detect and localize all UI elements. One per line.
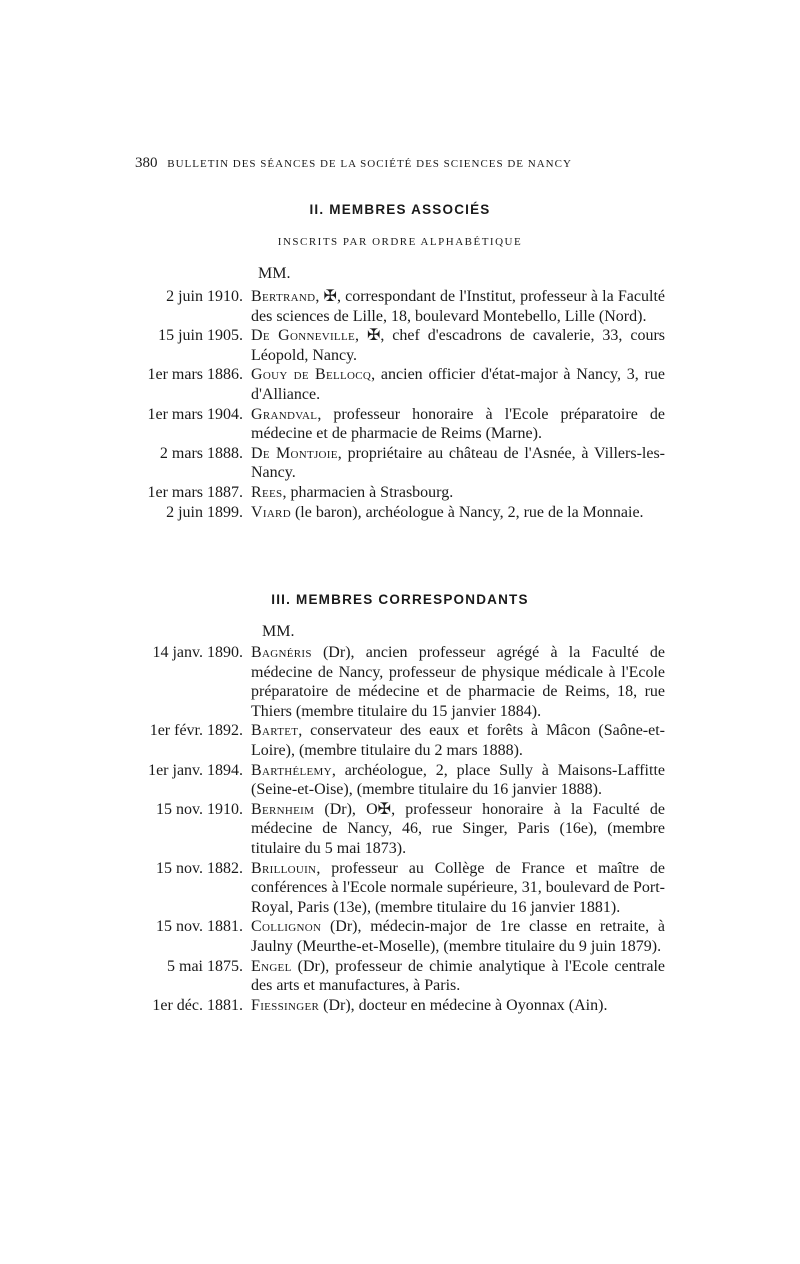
member-entry <box>135 643 665 721</box>
member-entry <box>135 996 665 1016</box>
entry-day: 15 nov. <box>156 800 203 818</box>
member-name: Gouy de Bellocq <box>251 366 372 384</box>
running-head <box>135 155 665 172</box>
member-name: Rees <box>251 483 283 501</box>
entry-date <box>135 365 243 404</box>
mm-label-correspondants: MM. <box>262 623 295 640</box>
entry-date <box>135 483 243 503</box>
entry-date <box>135 800 243 859</box>
entry-year: 1910. <box>207 288 243 305</box>
member-name: Bernheim <box>251 800 315 818</box>
section-subtitle: INSCRITS PAR ORDRE ALPHABÉTIQUE <box>277 236 523 248</box>
member-name: Collignon <box>251 918 322 936</box>
member-name: Viard <box>251 503 291 521</box>
entry-text <box>243 957 665 996</box>
member-description: (Dr), professeur de chimie analytique à l'Ecole centrale des arts et manufactures, à Paris. <box>251 957 665 995</box>
entry-year: 1892. <box>207 722 243 740</box>
entry-day: 1er mars <box>147 405 203 423</box>
member-name: De Montjoie <box>251 444 338 462</box>
member-entry <box>135 800 665 859</box>
member-entry <box>135 721 665 760</box>
member-entry <box>135 503 665 523</box>
entry-date <box>135 287 243 326</box>
section-title-associes: II. MEMBRES ASSOCIÉS <box>309 202 491 217</box>
page-number: 380 <box>135 155 158 171</box>
member-entry <box>135 859 665 918</box>
entry-year: 1882. <box>207 859 243 877</box>
entry-date <box>135 326 243 365</box>
member-description: , ✠, correspondant de l'Institut, professeur à la Faculté des sciences de Lille, 18, boulevard Montebello, Lille (Nord). <box>251 288 665 325</box>
member-name: Barthélemy <box>251 761 332 779</box>
entry-text <box>243 917 665 956</box>
member-name: De Gonneville <box>251 327 355 345</box>
member-description: (Dr), O✠, professeur honoraire à la Faculté de médecine de Nancy, 46, rue Singer, Paris (16e), (membre titulaire du 5 mai 1873). <box>251 800 665 857</box>
entry-text <box>243 643 665 721</box>
member-entry <box>135 444 665 483</box>
entry-date <box>135 859 243 918</box>
entry-day: 1er mars <box>147 366 203 384</box>
entry-text <box>243 996 665 1016</box>
entry-text <box>243 405 665 444</box>
entry-text <box>243 721 665 760</box>
member-description: , professeur honoraire à l'Ecole préparatoire de médecine et de pharmacie de Reims (Marne). <box>251 405 665 443</box>
member-entry <box>135 365 665 404</box>
entry-day: 2 juin <box>166 288 203 305</box>
member-name: Engel <box>251 957 292 975</box>
entry-year: 1875. <box>207 957 243 975</box>
member-description: (Dr), ancien professeur agrégé à la Faculté de médecine de Nancy, professeur de physique médicale à l'Ecole préparatoire de médecine et de pharmacie de Reims, 18, rue Thiers (membre titulaire du 15 janvier 1884). <box>251 644 665 720</box>
member-name: Bartet <box>251 722 299 740</box>
entry-date <box>135 405 243 444</box>
entry-text <box>243 859 665 918</box>
member-name: Fiessinger <box>251 996 320 1014</box>
entry-text <box>243 365 665 404</box>
entry-date <box>135 957 243 996</box>
entry-year: 1894. <box>207 761 243 779</box>
entry-text <box>243 444 665 483</box>
member-name: Bertrand <box>251 288 316 305</box>
entry-text <box>243 287 665 326</box>
entry-day: 5 mai <box>167 957 203 975</box>
member-entry <box>135 287 665 326</box>
entry-day: 2 juin <box>166 503 203 521</box>
member-description: (Dr), médecin-major de 1re classe en retraite, à Jaulny (Meurthe-et-Moselle), (membre titulaire du 9 juin 1879). <box>251 918 665 955</box>
section-title-correspondants: III. MEMBRES CORRESPONDANTS <box>271 592 529 607</box>
member-name: Brillouin <box>251 859 317 877</box>
member-entry <box>135 761 665 800</box>
entry-date <box>135 643 243 721</box>
member-entry <box>135 405 665 444</box>
correspondants-list <box>135 643 665 1015</box>
member-description: , conservateur des eaux et forêts à Mâcon (Saône-et-Loire), (membre titulaire du 2 mars 1888). <box>251 722 665 759</box>
entry-year: 1904. <box>207 405 243 423</box>
entry-text <box>243 800 665 859</box>
member-description: , archéologue, 2, place Sully à Maisons-Laffitte (Seine-et-Oise), (membre titulaire du 16 janvier 1888). <box>251 761 665 799</box>
member-name: Bagnéris <box>251 644 312 661</box>
entry-date <box>135 721 243 760</box>
member-entry <box>135 957 665 996</box>
entry-year: 1881. <box>207 996 243 1014</box>
entry-text <box>243 503 665 523</box>
entry-year: 1890. <box>207 644 243 661</box>
member-entry <box>135 917 665 956</box>
entry-year: 1887. <box>207 483 243 501</box>
entry-day: 14 janv. <box>152 644 203 661</box>
entry-year: 1910. <box>207 800 243 818</box>
member-name: Grandval <box>251 405 318 423</box>
entry-year: 1881. <box>207 918 243 936</box>
entry-year: 1886. <box>207 366 243 384</box>
member-description: (Dr), docteur en médecine à Oyonnax (Ain). <box>319 996 608 1014</box>
running-title: BULLETIN DES SÉANCES DE LA SOCIÉTÉ DES SCIENCES DE NANCY <box>167 158 572 170</box>
entry-date <box>135 996 243 1016</box>
member-description: , ✠, chef d'escadrons de cavalerie, 33, cours Léopold, Nancy. <box>251 327 666 364</box>
entry-text <box>243 761 665 800</box>
member-entry <box>135 326 665 365</box>
entry-year: 1899. <box>207 503 243 521</box>
member-description: , propriétaire au château de l'Asnée, à Villers-les-Nancy. <box>251 444 666 482</box>
entry-date <box>135 444 243 483</box>
member-entry <box>135 483 665 503</box>
member-description: (le baron), archéologue à Nancy, 2, rue de la Monnaie. <box>290 503 644 521</box>
associes-list <box>135 287 665 522</box>
entry-day: 1er mars <box>147 483 203 501</box>
member-description: , pharmacien à Strasbourg. <box>282 483 454 501</box>
entry-day: 2 mars <box>159 444 203 462</box>
entry-day: 1er févr. <box>149 722 203 740</box>
entry-day: 15 juin <box>158 327 203 345</box>
entry-text <box>243 326 665 365</box>
member-description: , ancien officier d'état-major à Nancy, 3, rue d'Alliance. <box>251 366 665 403</box>
entry-year: 1905. <box>207 327 243 345</box>
member-description: , professeur au Collège de France et maître de conférences à l'Ecole normale supérieure, 31, boulevard de Port-Royal, Paris (13e), (membre titulaire du 16 janvier 1881). <box>251 859 665 916</box>
entry-day: 15 nov. <box>156 918 203 936</box>
entry-date <box>135 503 243 523</box>
entry-date <box>135 917 243 956</box>
entry-year: 1888. <box>207 444 243 462</box>
entry-day: 15 nov. <box>156 859 203 877</box>
entry-date <box>135 761 243 800</box>
entry-text <box>243 483 665 503</box>
mm-label-associes: MM. <box>258 265 291 282</box>
entry-day: 1er déc. <box>152 996 203 1014</box>
entry-day: 1er janv. <box>148 761 203 779</box>
